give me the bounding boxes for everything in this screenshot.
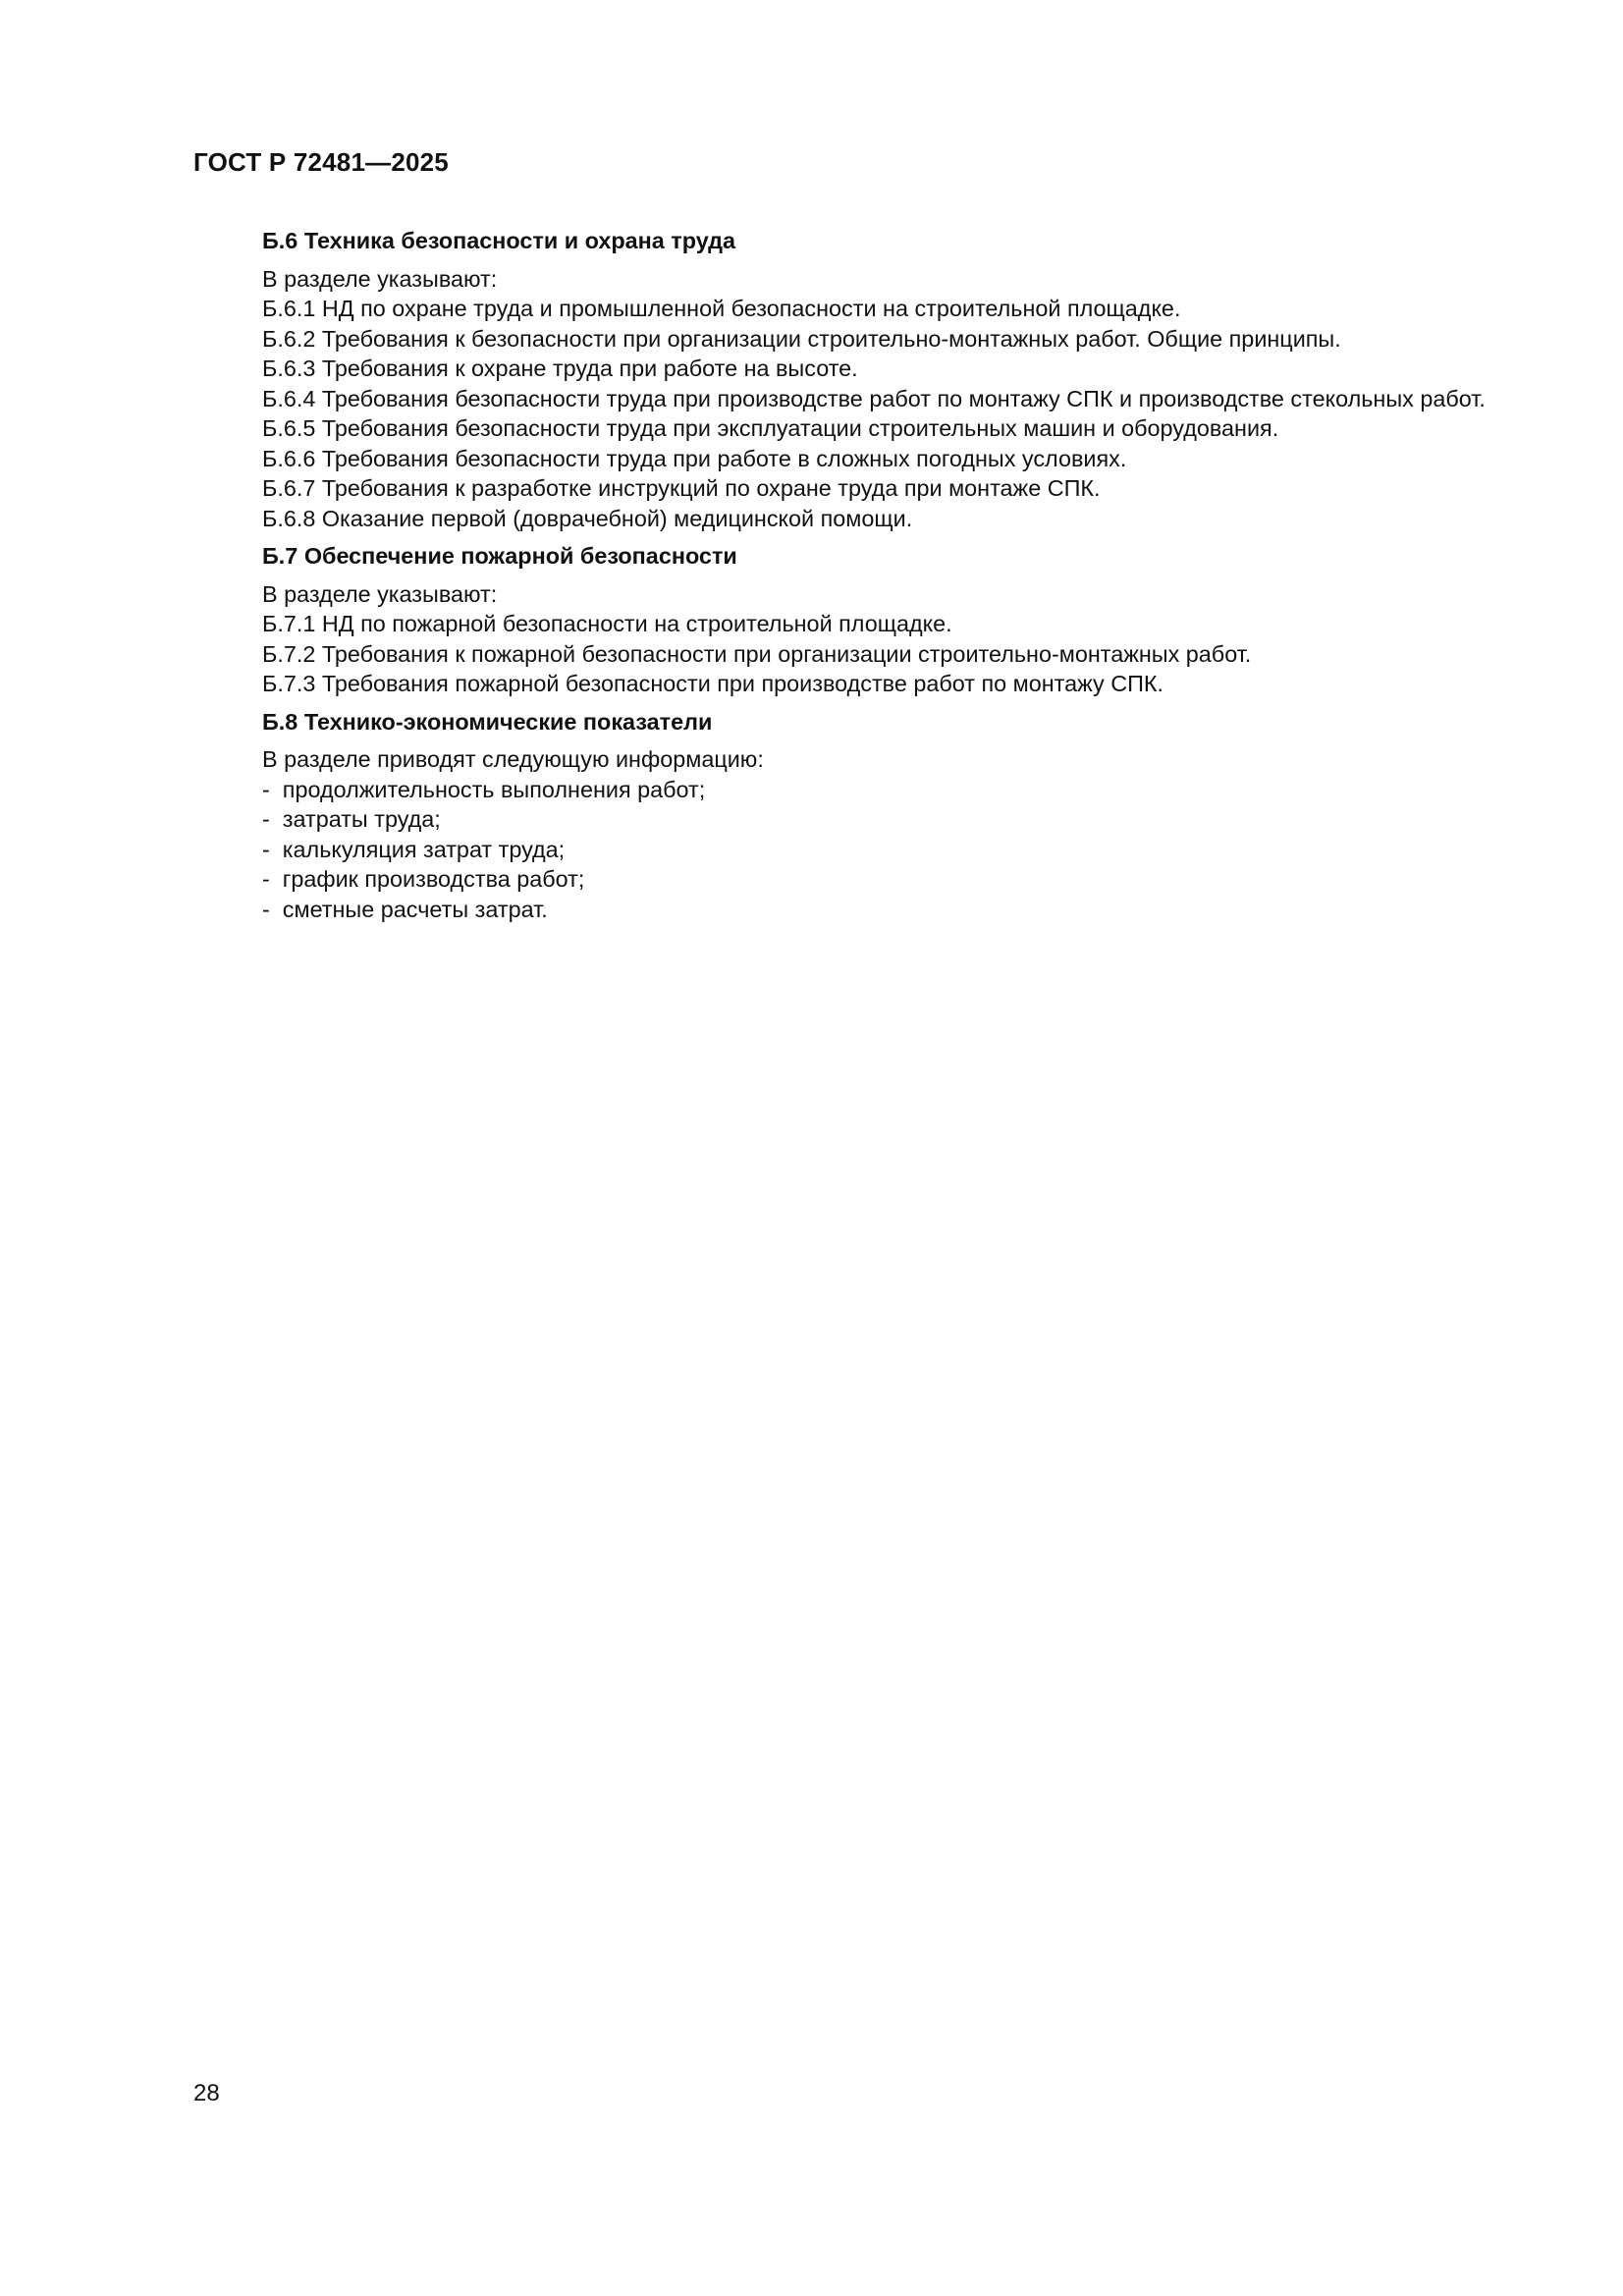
- section-title: Б.6 Техника безопасности и охрана труда: [262, 228, 735, 253]
- list-item: Б.6.2 Требования к безопасности при организации строительно-монтажных работ. Общие принципы.: [262, 325, 1341, 352]
- bullet-item: - продолжительность выполнения работ;: [262, 776, 706, 802]
- page-number: 28: [193, 2080, 220, 2106]
- section-intro: В разделе приводят следующую информацию:: [262, 746, 764, 772]
- bullet-item: - затраты труда;: [262, 806, 441, 832]
- list-item: Б.7.1 НД по пожарной безопасности на строительной площадке.: [262, 611, 952, 636]
- bullet-item: - сметные расчеты затрат.: [262, 896, 548, 922]
- list-item: Б.6.4 Требования безопасности труда при производстве работ по монтажу СПК и производстве стекольных работ.: [262, 385, 1486, 411]
- document-id-header: ГОСТ Р 72481—2025: [193, 147, 449, 177]
- section-title: Б.7 Обеспечение пожарной безопасности: [262, 543, 737, 569]
- list-item: Б.6.1 НД по охране труда и промышленной безопасности на строительной площадке.: [262, 296, 1181, 321]
- section-title: Б.8 Технико-экономические показатели: [262, 708, 713, 735]
- document-body: [193, 226, 1519, 924]
- section-b7: [193, 541, 1519, 699]
- section-intro: В разделе указывают:: [262, 580, 498, 607]
- bullet-item: - калькуляция затрат труда;: [262, 836, 566, 862]
- list-item: Б.6.5 Требования безопасности труда при эксплуатации строительных машин и оборудования.: [262, 415, 1279, 441]
- list-item: Б.6.7 Требования к разработке инструкций по охране труда при монтаже СПК.: [262, 475, 1101, 501]
- list-item: Б.6.6 Требования безопасности труда при работе в сложных погодных условиях.: [262, 445, 1127, 471]
- list-item: Б.6.8 Оказание первой (доврачебной) медицинской помощи.: [262, 505, 913, 531]
- list-item: Б.6.3 Требования к охране труда при работе на высоте.: [262, 355, 858, 381]
- section-intro: В разделе указывают:: [262, 265, 498, 292]
- section-b8: [193, 707, 1519, 925]
- list-item: Б.7.3 Требования пожарной безопасности при производстве работ по монтажу СПК.: [262, 671, 1164, 696]
- list-item: Б.7.2 Требования к пожарной безопасности при организации строительно-монтажных работ.: [262, 640, 1252, 667]
- bullet-item: - график производства работ;: [262, 866, 585, 892]
- section-b6: [193, 226, 1519, 533]
